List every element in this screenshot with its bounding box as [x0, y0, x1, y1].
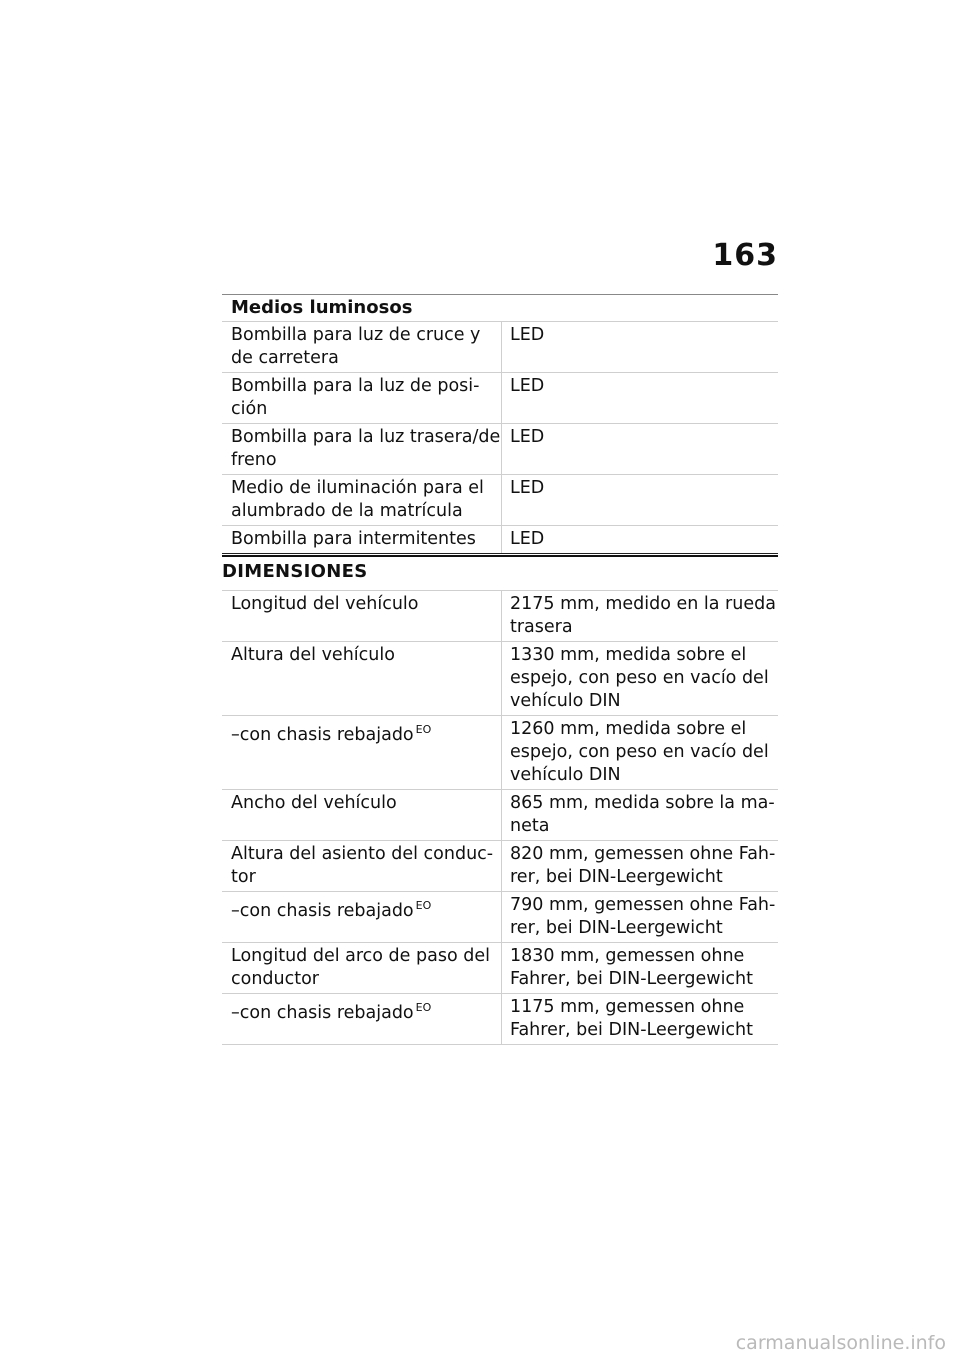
dimensions-heading: DIMENSIONES [222, 561, 368, 582]
row-value: LED [501, 373, 778, 423]
row-label: Altura del vehículo [231, 645, 395, 665]
row-label-text: –con chasis rebajado [231, 725, 414, 745]
row-value: LED [501, 475, 778, 525]
row-label-text: –con chasis rebajado [231, 901, 414, 921]
row-label [222, 994, 501, 1044]
row-label-text: –con chasis rebajado [231, 1003, 414, 1023]
row-label: Longitud del vehículo [231, 594, 419, 614]
row-value: 820 mm, gemessen ohne Fah-rer, bei DIN-Leergewicht [501, 841, 778, 891]
section-divider [222, 555, 778, 557]
table-row [222, 892, 778, 943]
table-row [222, 994, 778, 1045]
table-row [222, 526, 778, 554]
page-number: 163 [712, 238, 778, 273]
row-label [222, 716, 501, 789]
table-row [222, 716, 778, 790]
row-label: Bombilla para la luz de posi-ción [231, 376, 480, 419]
option-superscript: EO [415, 723, 432, 736]
row-label: Altura del asiento del conduc-tor [231, 844, 494, 887]
table-row [222, 943, 778, 994]
watermark: carmanualsonline.info [735, 1332, 946, 1354]
row-value: 1175 mm, gemessen ohne Fahrer, bei DIN-Leergewicht [501, 994, 778, 1044]
table-row [222, 591, 778, 642]
table-row [222, 790, 778, 841]
row-label: Medio de iluminación para el alumbrado de la matrícula [231, 478, 484, 521]
row-value: LED [501, 526, 778, 553]
option-superscript: EO [415, 1001, 432, 1014]
row-label: Bombilla para la luz trasera/de freno [231, 427, 501, 470]
table-row [222, 642, 778, 716]
row-value: 1330 mm, medida sobre el espejo, con peso en vacío del vehículo DIN [501, 642, 778, 715]
row-value: 1830 mm, gemessen ohne Fahrer, bei DIN-Leergewicht [501, 943, 778, 993]
row-label: Ancho del vehículo [231, 793, 397, 813]
option-superscript: EO [415, 899, 432, 912]
table-row [222, 475, 778, 526]
lights-heading: Medios luminosos [222, 295, 778, 322]
lights-table [222, 294, 778, 554]
table-row [222, 424, 778, 475]
row-value: LED [501, 322, 778, 372]
row-value: LED [501, 424, 778, 474]
table-row [222, 322, 778, 373]
row-label: Bombilla para luz de cruce y de carretera [231, 325, 481, 368]
table-row [222, 373, 778, 424]
row-value: 865 mm, medida sobre la ma-neta [501, 790, 778, 840]
table-row [222, 841, 778, 892]
row-label [222, 892, 501, 942]
row-label: Longitud del arco de paso del conductor [231, 946, 490, 989]
row-label: Bombilla para intermitentes [231, 529, 476, 549]
row-value: 1260 mm, medida sobre el espejo, con peso en vacío del vehículo DIN [501, 716, 778, 789]
row-value: 2175 mm, medido en la rueda trasera [501, 591, 778, 641]
row-value: 790 mm, gemessen ohne Fah-rer, bei DIN-Leergewicht [501, 892, 778, 942]
dimensions-table [222, 590, 778, 1045]
